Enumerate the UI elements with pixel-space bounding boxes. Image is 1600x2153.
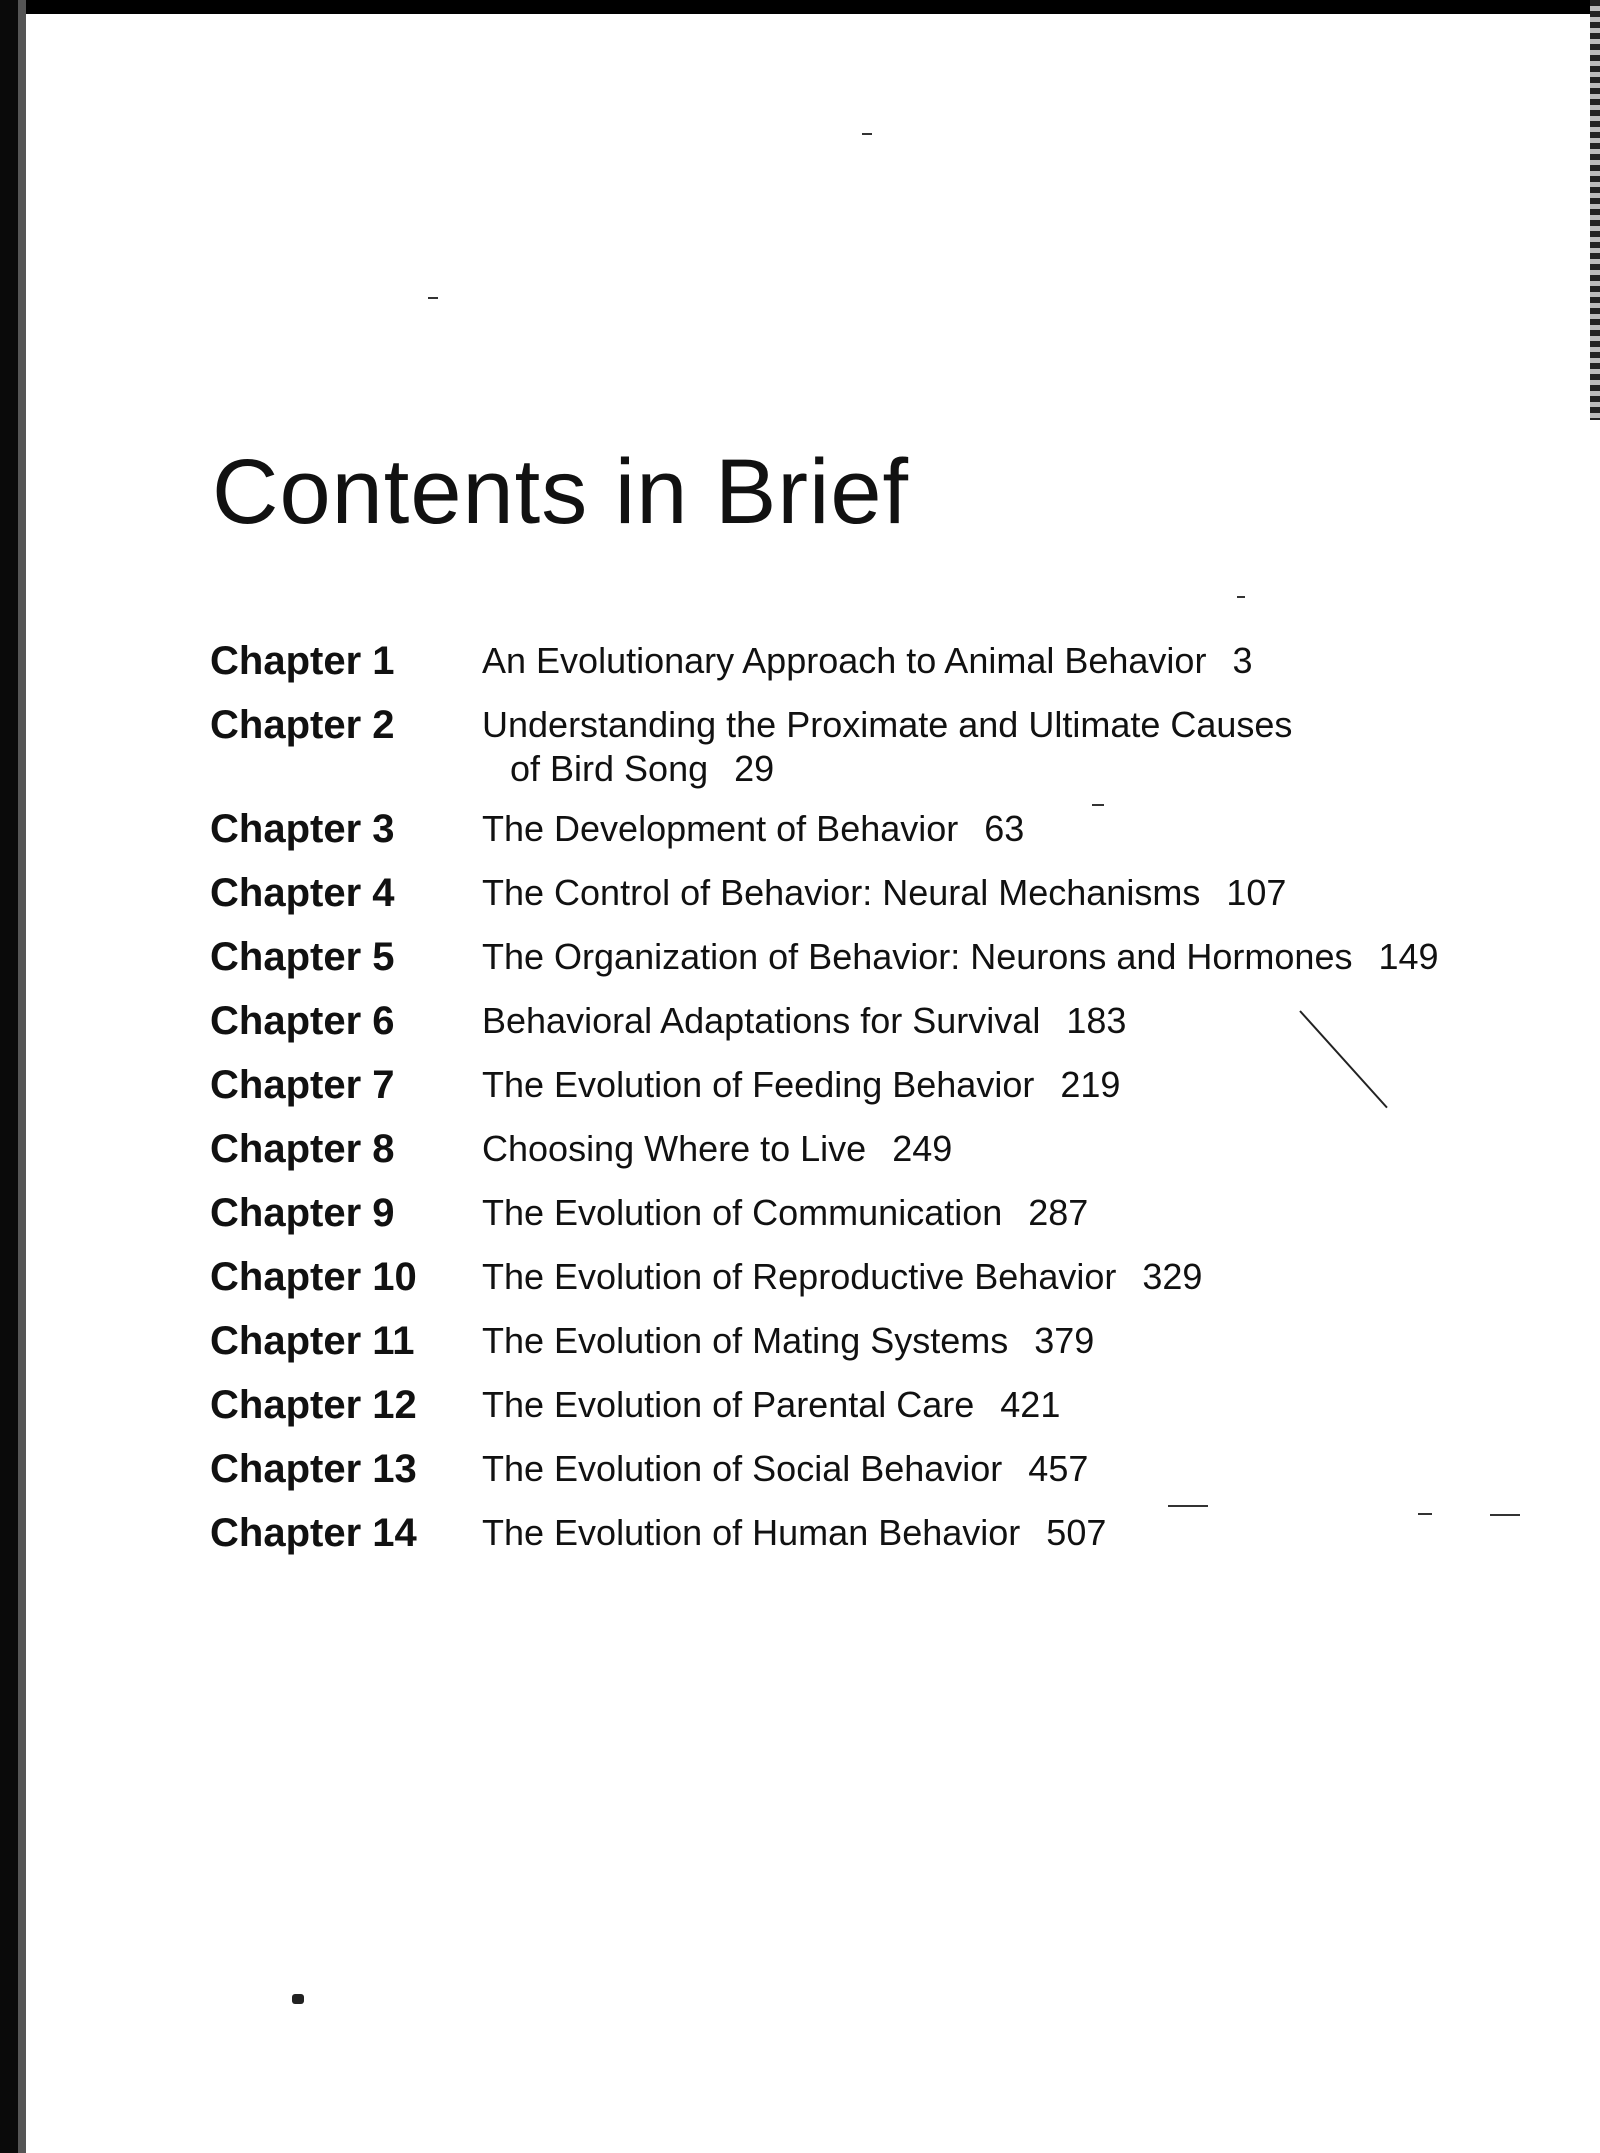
chapter-page-number: 287 — [1028, 1192, 1089, 1233]
chapter-page-number: 219 — [1060, 1064, 1121, 1105]
toc-row — [210, 700, 1292, 788]
chapter-page-number: 183 — [1066, 1000, 1127, 1041]
scan-speck — [428, 297, 438, 299]
toc-row — [210, 932, 1439, 982]
chapter-page-number: 3 — [1232, 640, 1253, 681]
chapter-page-number: 249 — [892, 1128, 953, 1169]
chapter-title: Behavioral Adaptations for Survival — [482, 1000, 1041, 1041]
chapter-title: Choosing Where to Live — [482, 1128, 867, 1169]
chapter-title: The Evolution of Parental Care — [482, 1384, 975, 1425]
chapter-title: An Evolutionary Approach to Animal Behavior — [482, 640, 1207, 681]
chapter-title: The Evolution of Mating Systems — [482, 1320, 1009, 1361]
scan-speck — [1168, 1505, 1208, 1507]
chapter-title: The Evolution of Social Behavior — [482, 1448, 1003, 1489]
chapter-title: The Control of Behavior: Neural Mechanisms — [482, 872, 1201, 913]
chapter-page-number: 63 — [984, 808, 1025, 849]
toc-row — [210, 1060, 1120, 1110]
chapter-title: The Evolution of Feeding Behavior — [482, 1064, 1035, 1105]
chapter-page-number: 149 — [1378, 936, 1439, 977]
chapter-label: Chapter 1 — [210, 639, 395, 683]
chapter-label: Chapter 14 — [210, 1511, 417, 1555]
pen-stroke-mark — [1299, 1010, 1387, 1108]
toc-row — [210, 1444, 1088, 1494]
chapter-entry — [482, 1060, 1120, 1110]
scan-speck — [1418, 1513, 1432, 1515]
page-title: Contents in Brief — [212, 441, 910, 543]
scan-ink-dot — [292, 1994, 304, 2004]
chapter-label: Chapter 10 — [210, 1255, 417, 1299]
chapter-label: Chapter 8 — [210, 1127, 395, 1171]
toc-row — [210, 636, 1252, 686]
scan-speck — [1237, 596, 1245, 598]
scan-speck — [1490, 1514, 1520, 1516]
chapter-title: The Evolution of Reproductive Behavior — [482, 1256, 1117, 1297]
toc-row — [210, 804, 1024, 854]
chapter-entry — [482, 996, 1126, 1046]
chapter-entry — [482, 868, 1286, 918]
chapter-title: The Evolution of Human Behavior — [482, 1512, 1021, 1553]
toc-row — [210, 1316, 1094, 1366]
scan-border-top — [0, 0, 1600, 14]
chapter-title: The Development of Behavior — [482, 808, 959, 849]
toc-row — [210, 1380, 1060, 1430]
chapter-label: Chapter 4 — [210, 871, 395, 915]
chapter-label: Chapter 13 — [210, 1447, 417, 1491]
chapter-entry — [482, 932, 1439, 982]
chapter-page-number: 379 — [1034, 1320, 1095, 1361]
chapter-entry — [482, 636, 1252, 686]
chapter-entry — [482, 1252, 1202, 1302]
toc-row — [210, 1508, 1106, 1558]
chapter-title: The Organization of Behavior: Neurons and Hormones — [482, 936, 1353, 977]
chapter-title: The Evolution of Communication — [482, 1192, 1003, 1233]
chapter-label: Chapter 3 — [210, 807, 395, 851]
chapter-page-number: 507 — [1046, 1512, 1107, 1553]
toc-row — [210, 1188, 1088, 1238]
chapter-page-number: 457 — [1028, 1448, 1089, 1489]
chapter-entry — [482, 1316, 1094, 1366]
chapter-page-number: 29 — [734, 748, 775, 789]
chapter-page-number: 421 — [1000, 1384, 1061, 1425]
scan-border-left — [0, 0, 18, 2153]
toc-row — [210, 996, 1126, 1046]
chapter-label: Chapter 11 — [210, 1319, 415, 1363]
chapter-label: Chapter 7 — [210, 1063, 395, 1107]
chapter-entry — [482, 804, 1024, 854]
scan-speck — [862, 133, 872, 135]
chapter-entry — [482, 700, 1292, 788]
chapter-entry — [482, 1444, 1088, 1494]
toc-row — [210, 868, 1286, 918]
scan-border-right — [1590, 0, 1600, 420]
chapter-label: Chapter 6 — [210, 999, 395, 1043]
chapter-title-continued — [482, 750, 1292, 788]
toc-row — [210, 1124, 952, 1174]
chapter-entry — [482, 1188, 1088, 1238]
scan-border-left-shadow — [18, 0, 26, 2153]
chapter-label: Chapter 9 — [210, 1191, 395, 1235]
chapter-label: Chapter 12 — [210, 1383, 417, 1427]
chapter-title-continued-text: of Bird Song — [510, 748, 709, 789]
chapter-page-number: 329 — [1142, 1256, 1203, 1297]
toc-row — [210, 1252, 1202, 1302]
chapter-entry — [482, 1124, 952, 1174]
chapter-page-number: 107 — [1226, 872, 1287, 913]
chapter-entry — [482, 1508, 1106, 1558]
chapter-label: Chapter 2 — [210, 703, 395, 747]
chapter-entry — [482, 1380, 1060, 1430]
chapter-title: Understanding the Proximate and Ultimate Causes — [482, 704, 1293, 745]
scan-speck — [1092, 804, 1104, 806]
chapter-label: Chapter 5 — [210, 935, 395, 979]
